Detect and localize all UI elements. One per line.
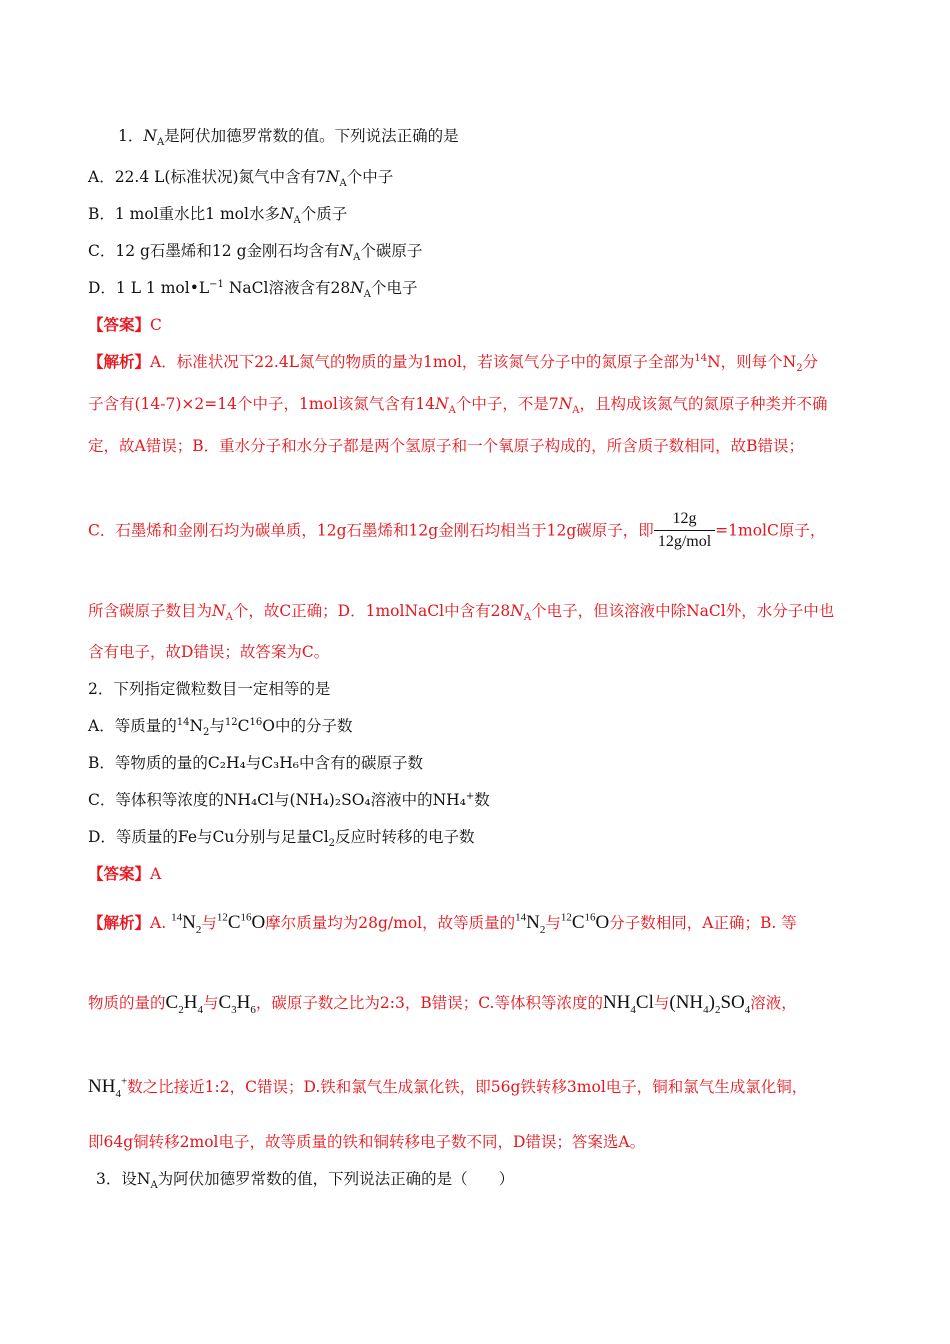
q1-option-d: D．1 L 1 $mol•L^{-1}$ NaCl溶液含有$28N_A$个电子 [88, 278, 418, 301]
q1-analysis-line-3: 定，故A错误；B．重水分子和水分子都是两个氢原子和一个氧原子构成的，所含质子数相同，故B错误； [88, 437, 804, 455]
q1-answer: 【答案】C [88, 315, 162, 334]
q1-stem: 1．$N_A$是阿伏加德罗常数的值。下列说法正确的是 [118, 127, 459, 149]
q2-option-b: B．等物质的量的C₂H₄与C₃H₆中含有的碳原子数 [88, 754, 423, 772]
q2-analysis-line-4: 即64g铜转移2mol电子，故等质量的铁和铜转移电子数不同，D错误；答案选A。 [88, 1133, 646, 1151]
molar-fraction: $\frac{12g}{\text{12g/mol}}$ [654, 508, 715, 553]
q1-analysis-line-2: 子含有(14-7)×2=14个中子，1mol该氮气含有$14N_A$个中子，不是$7N_A$，且构成该氮气的氮原子种类并不确 [88, 395, 828, 417]
q2-option-a: A．等质量的$^{14}N_2$与$^{12}C^{16}O$中的分子数 [88, 716, 353, 739]
q2-analysis-line-1: 【解析】A. $^{14}N_2$与$^{12}C^{16}O$摩尔质量均为28g/mol，故等质量的$^{14}N_2$与$^{12}C^{16}O$分子数相同，A正确；B. 等 [88, 911, 797, 936]
q1-analysis-line-5: 所含碳原子数目为$N_A$个，故C正确；D．1molNaCl中含有$28N_A$个电子，但该溶液中除NaCl外，水分子中也 [88, 602, 835, 624]
q1-option-a: A．22.4 L(标准状况)氮气中含有$7N_A$个中子 [88, 168, 394, 190]
q2-option-d: D．等质量的Fe与Cu分别与足量$Cl_2$反应时转移的电子数 [88, 828, 475, 850]
q1-option-c: C．12 g石墨烯和12 g金刚石均含有$N_A$个碳原子 [88, 242, 423, 264]
q2-answer: 【答案】A [88, 864, 162, 883]
q3-stem: 3．设$N_A$为阿伏加德罗常数的值，下列说法正确的是（ ） [96, 1170, 515, 1192]
q2-analysis-line-3: $NH_4^+$数之比接近1:2，C错误；D.铁和氯气生成氯化铁，即56g铁转移3mol电子，铜和氯气生成氯化铜， [88, 1075, 808, 1100]
q1-analysis-line-4: C．石墨烯和金刚石均为碳单质，12g石墨烯和12g金刚石均相当于12g碳原子，即 $\frac{12g}{\text{12g/mol}}$ =1molC原子， [88, 508, 825, 553]
q2-analysis-line-2: 物质的量的$C_2H_4$与$C_3H_6$，碳原子数之比为2:3，B错误；C.等体积等浓度的$NH_4Cl$与$(NH_4)_2SO_4$溶液， [88, 992, 797, 1016]
q2-stem: 2．下列指定微粒数目一定相等的是 [88, 680, 331, 698]
q2-option-c: C．等体积等浓度的NH₄Cl与(NH₄)₂SO₄溶液中的NH₄+数 [88, 790, 490, 809]
q1-option-b: B．1 mol重水比1 mol水多$N_A$个质子 [88, 205, 348, 227]
q1-analysis-line-6: 含有电子，故D错误；故答案为C。 [88, 643, 330, 661]
q1-analysis-line-1: 【解析】A．标准状况下22.4L氮气的物质的量为1mol，若该氮气分子中的氮原子全部为$^{14}$N，则每个$N_2$分 [88, 352, 819, 375]
